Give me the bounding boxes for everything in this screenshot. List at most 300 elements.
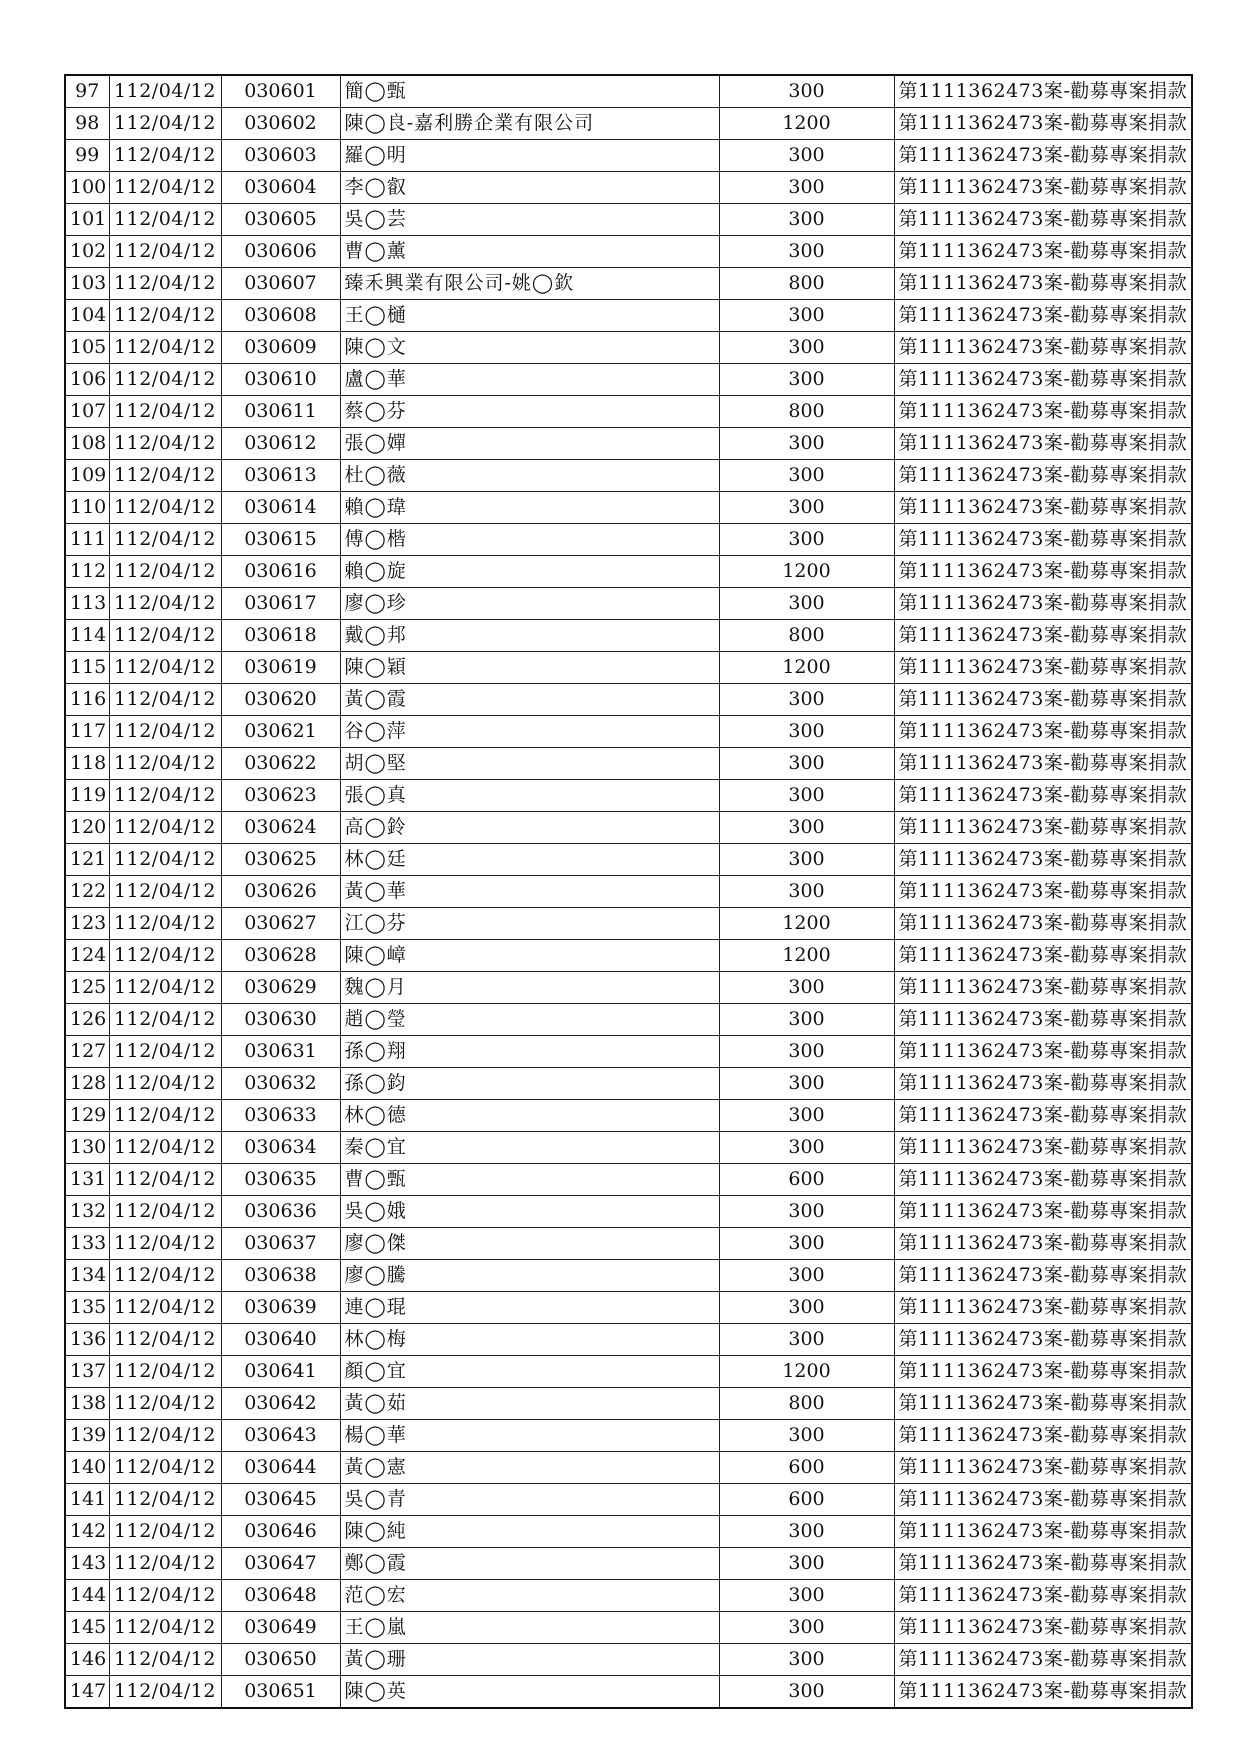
- receipt-number: 030643: [221, 1420, 340, 1452]
- donor-name: 蔡◯芬: [340, 396, 719, 428]
- donation-date: 112/04/12: [109, 524, 221, 556]
- donor-name: 簡◯甄: [340, 75, 719, 108]
- table-row: [65, 556, 1192, 588]
- donation-amount: 300: [719, 1292, 894, 1324]
- donor-name: 趙◯瑩: [340, 1004, 719, 1036]
- receipt-number: 030649: [221, 1612, 340, 1644]
- donation-date: 112/04/12: [109, 140, 221, 172]
- receipt-number: 030610: [221, 364, 340, 396]
- receipt-number: 030604: [221, 172, 340, 204]
- receipt-number: 030632: [221, 1068, 340, 1100]
- donation-note: 第1111362473案-勸募專案捐款: [894, 524, 1192, 556]
- donor-name: 羅◯明: [340, 140, 719, 172]
- table-row: [65, 1356, 1192, 1388]
- receipt-number: 030628: [221, 940, 340, 972]
- table-row: [65, 620, 1192, 652]
- receipt-number: 030624: [221, 812, 340, 844]
- table-row: [65, 1132, 1192, 1164]
- donation-note: 第1111362473案-勸募專案捐款: [894, 1324, 1192, 1356]
- table-row: [65, 684, 1192, 716]
- donor-name: 范◯宏: [340, 1580, 719, 1612]
- receipt-number: 030646: [221, 1516, 340, 1548]
- donation-date: 112/04/12: [109, 460, 221, 492]
- donation-amount: 1200: [719, 108, 894, 140]
- row-number: 126: [65, 1004, 109, 1036]
- donation-date: 112/04/12: [109, 972, 221, 1004]
- receipt-number: 030617: [221, 588, 340, 620]
- donation-note: 第1111362473案-勸募專案捐款: [894, 1356, 1192, 1388]
- donation-amount: 800: [719, 396, 894, 428]
- donation-amount: 300: [719, 1036, 894, 1068]
- donation-note: 第1111362473案-勸募專案捐款: [894, 908, 1192, 940]
- donation-date: 112/04/12: [109, 1132, 221, 1164]
- donor-name: 李◯叡: [340, 172, 719, 204]
- donation-amount: 300: [719, 1132, 894, 1164]
- donation-amount: 300: [719, 172, 894, 204]
- donation-amount: 1200: [719, 1356, 894, 1388]
- donation-date: 112/04/12: [109, 396, 221, 428]
- receipt-number: 030605: [221, 204, 340, 236]
- receipt-number: 030627: [221, 908, 340, 940]
- donor-name: 谷◯萍: [340, 716, 719, 748]
- table-row: [65, 652, 1192, 684]
- donor-name: 張◯真: [340, 780, 719, 812]
- receipt-number: 030637: [221, 1228, 340, 1260]
- row-number: 101: [65, 204, 109, 236]
- donor-name: 賴◯旋: [340, 556, 719, 588]
- donation-date: 112/04/12: [109, 75, 221, 108]
- donor-name: 楊◯華: [340, 1420, 719, 1452]
- row-number: 128: [65, 1068, 109, 1100]
- donation-date: 112/04/12: [109, 492, 221, 524]
- receipt-number: 030606: [221, 236, 340, 268]
- donation-date: 112/04/12: [109, 1580, 221, 1612]
- table-row: [65, 1580, 1192, 1612]
- donation-date: 112/04/12: [109, 1420, 221, 1452]
- donation-note: 第1111362473案-勸募專案捐款: [894, 588, 1192, 620]
- donation-date: 112/04/12: [109, 1228, 221, 1260]
- receipt-number: 030619: [221, 652, 340, 684]
- donation-amount: 300: [719, 1644, 894, 1676]
- receipt-number: 030607: [221, 268, 340, 300]
- table-row: [65, 236, 1192, 268]
- donation-date: 112/04/12: [109, 428, 221, 460]
- table-row: [65, 1196, 1192, 1228]
- donation-date: 112/04/12: [109, 1356, 221, 1388]
- donation-note: 第1111362473案-勸募專案捐款: [894, 812, 1192, 844]
- donor-name: 吳◯芸: [340, 204, 719, 236]
- receipt-number: 030645: [221, 1484, 340, 1516]
- row-number: 109: [65, 460, 109, 492]
- row-number: 122: [65, 876, 109, 908]
- row-number: 141: [65, 1484, 109, 1516]
- receipt-number: 030601: [221, 75, 340, 108]
- donor-name: 曹◯甄: [340, 1164, 719, 1196]
- donation-date: 112/04/12: [109, 1484, 221, 1516]
- donation-amount: 300: [719, 1676, 894, 1709]
- donor-name: 連◯琨: [340, 1292, 719, 1324]
- donation-date: 112/04/12: [109, 1292, 221, 1324]
- table-row: [65, 108, 1192, 140]
- donor-name: 陳◯文: [340, 332, 719, 364]
- donation-note: 第1111362473案-勸募專案捐款: [894, 1036, 1192, 1068]
- donation-date: 112/04/12: [109, 364, 221, 396]
- donor-name: 張◯嬋: [340, 428, 719, 460]
- donation-date: 112/04/12: [109, 940, 221, 972]
- row-number: 105: [65, 332, 109, 364]
- donation-note: 第1111362473案-勸募專案捐款: [894, 1004, 1192, 1036]
- table-row: [65, 1516, 1192, 1548]
- table-row: [65, 1036, 1192, 1068]
- table-row: [65, 75, 1192, 108]
- row-number: 104: [65, 300, 109, 332]
- receipt-number: 030602: [221, 108, 340, 140]
- donation-note: 第1111362473案-勸募專案捐款: [894, 236, 1192, 268]
- donation-note: 第1111362473案-勸募專案捐款: [894, 1228, 1192, 1260]
- table-row: [65, 1228, 1192, 1260]
- table-row: [65, 1292, 1192, 1324]
- donation-note: 第1111362473案-勸募專案捐款: [894, 1196, 1192, 1228]
- donation-date: 112/04/12: [109, 1036, 221, 1068]
- donor-name: 黃◯華: [340, 876, 719, 908]
- donation-note: 第1111362473案-勸募專案捐款: [894, 1612, 1192, 1644]
- table-row: [65, 364, 1192, 396]
- receipt-number: 030608: [221, 300, 340, 332]
- table-row: [65, 1068, 1192, 1100]
- receipt-number: 030625: [221, 844, 340, 876]
- donor-name: 胡◯堅: [340, 748, 719, 780]
- donation-note: 第1111362473案-勸募專案捐款: [894, 1676, 1192, 1709]
- row-number: 139: [65, 1420, 109, 1452]
- donation-date: 112/04/12: [109, 204, 221, 236]
- donation-amount: 800: [719, 1388, 894, 1420]
- donor-name: 王◯樋: [340, 300, 719, 332]
- donation-note: 第1111362473案-勸募專案捐款: [894, 300, 1192, 332]
- receipt-number: 030644: [221, 1452, 340, 1484]
- row-number: 107: [65, 396, 109, 428]
- table-row: [65, 332, 1192, 364]
- donor-name: 高◯鈴: [340, 812, 719, 844]
- donor-name: 臻禾興業有限公司-姚◯欽: [340, 268, 719, 300]
- donation-note: 第1111362473案-勸募專案捐款: [894, 460, 1192, 492]
- donation-amount: 300: [719, 75, 894, 108]
- donor-name: 陳◯良-嘉利勝企業有限公司: [340, 108, 719, 140]
- table-row: [65, 492, 1192, 524]
- donor-name: 戴◯邦: [340, 620, 719, 652]
- donation-amount: 1200: [719, 652, 894, 684]
- donation-note: 第1111362473案-勸募專案捐款: [894, 780, 1192, 812]
- table-row: [65, 908, 1192, 940]
- donor-name: 孫◯翔: [340, 1036, 719, 1068]
- donation-date: 112/04/12: [109, 268, 221, 300]
- donation-note: 第1111362473案-勸募專案捐款: [894, 1164, 1192, 1196]
- donation-amount: 300: [719, 140, 894, 172]
- donor-name: 黃◯茹: [340, 1388, 719, 1420]
- donation-amount: 300: [719, 1196, 894, 1228]
- row-number: 140: [65, 1452, 109, 1484]
- row-number: 136: [65, 1324, 109, 1356]
- donor-name: 江◯芬: [340, 908, 719, 940]
- receipt-number: 030616: [221, 556, 340, 588]
- table-row: [65, 1644, 1192, 1676]
- row-number: 125: [65, 972, 109, 1004]
- donation-ledger-table: [64, 74, 1193, 1709]
- ledger-body: [65, 75, 1192, 1708]
- row-number: 124: [65, 940, 109, 972]
- donation-amount: 800: [719, 620, 894, 652]
- donation-amount: 300: [719, 1228, 894, 1260]
- donation-date: 112/04/12: [109, 1324, 221, 1356]
- table-row: [65, 204, 1192, 236]
- receipt-number: 030603: [221, 140, 340, 172]
- donor-name: 廖◯珍: [340, 588, 719, 620]
- donation-note: 第1111362473案-勸募專案捐款: [894, 1420, 1192, 1452]
- receipt-number: 030611: [221, 396, 340, 428]
- row-number: 97: [65, 75, 109, 108]
- donation-amount: 300: [719, 1004, 894, 1036]
- donation-note: 第1111362473案-勸募專案捐款: [894, 556, 1192, 588]
- donation-amount: 300: [719, 684, 894, 716]
- donation-note: 第1111362473案-勸募專案捐款: [894, 652, 1192, 684]
- donation-amount: 300: [719, 1100, 894, 1132]
- donation-amount: 300: [719, 300, 894, 332]
- donation-amount: 300: [719, 716, 894, 748]
- row-number: 106: [65, 364, 109, 396]
- donation-amount: 1200: [719, 940, 894, 972]
- receipt-number: 030630: [221, 1004, 340, 1036]
- table-row: [65, 172, 1192, 204]
- row-number: 144: [65, 1580, 109, 1612]
- donation-note: 第1111362473案-勸募專案捐款: [894, 140, 1192, 172]
- table-row: [65, 524, 1192, 556]
- row-number: 114: [65, 620, 109, 652]
- donation-date: 112/04/12: [109, 1516, 221, 1548]
- row-number: 132: [65, 1196, 109, 1228]
- receipt-number: 030650: [221, 1644, 340, 1676]
- donation-amount: 300: [719, 1612, 894, 1644]
- row-number: 100: [65, 172, 109, 204]
- table-row: [65, 1260, 1192, 1292]
- row-number: 129: [65, 1100, 109, 1132]
- donation-note: 第1111362473案-勸募專案捐款: [894, 940, 1192, 972]
- donation-note: 第1111362473案-勸募專案捐款: [894, 716, 1192, 748]
- row-number: 117: [65, 716, 109, 748]
- donation-note: 第1111362473案-勸募專案捐款: [894, 1644, 1192, 1676]
- donation-note: 第1111362473案-勸募專案捐款: [894, 1388, 1192, 1420]
- donation-date: 112/04/12: [109, 780, 221, 812]
- table-row: [65, 812, 1192, 844]
- table-row: [65, 588, 1192, 620]
- donation-date: 112/04/12: [109, 588, 221, 620]
- donation-note: 第1111362473案-勸募專案捐款: [894, 748, 1192, 780]
- donation-note: 第1111362473案-勸募專案捐款: [894, 268, 1192, 300]
- table-row: [65, 780, 1192, 812]
- donation-note: 第1111362473案-勸募專案捐款: [894, 1068, 1192, 1100]
- donation-amount: 300: [719, 1580, 894, 1612]
- table-row: [65, 428, 1192, 460]
- donation-amount: 300: [719, 524, 894, 556]
- donor-name: 吳◯青: [340, 1484, 719, 1516]
- donation-note: 第1111362473案-勸募專案捐款: [894, 332, 1192, 364]
- table-row: [65, 300, 1192, 332]
- row-number: 134: [65, 1260, 109, 1292]
- receipt-number: 030629: [221, 972, 340, 1004]
- donation-note: 第1111362473案-勸募專案捐款: [894, 844, 1192, 876]
- table-row: [65, 1452, 1192, 1484]
- donor-name: 吳◯娥: [340, 1196, 719, 1228]
- donation-date: 112/04/12: [109, 1388, 221, 1420]
- table-row: [65, 748, 1192, 780]
- donor-name: 黃◯霞: [340, 684, 719, 716]
- row-number: 115: [65, 652, 109, 684]
- receipt-number: 030635: [221, 1164, 340, 1196]
- receipt-number: 030640: [221, 1324, 340, 1356]
- receipt-number: 030638: [221, 1260, 340, 1292]
- donation-amount: 300: [719, 1548, 894, 1580]
- donation-date: 112/04/12: [109, 844, 221, 876]
- donation-date: 112/04/12: [109, 748, 221, 780]
- row-number: 127: [65, 1036, 109, 1068]
- donation-date: 112/04/12: [109, 1452, 221, 1484]
- receipt-number: 030634: [221, 1132, 340, 1164]
- row-number: 119: [65, 780, 109, 812]
- donation-note: 第1111362473案-勸募專案捐款: [894, 684, 1192, 716]
- donor-name: 林◯梅: [340, 1324, 719, 1356]
- donation-note: 第1111362473案-勸募專案捐款: [894, 876, 1192, 908]
- row-number: 108: [65, 428, 109, 460]
- donation-amount: 300: [719, 428, 894, 460]
- row-number: 110: [65, 492, 109, 524]
- donor-name: 賴◯瑋: [340, 492, 719, 524]
- donation-note: 第1111362473案-勸募專案捐款: [894, 1516, 1192, 1548]
- receipt-number: 030648: [221, 1580, 340, 1612]
- donation-date: 112/04/12: [109, 1164, 221, 1196]
- donor-name: 王◯嵐: [340, 1612, 719, 1644]
- table-row: [65, 844, 1192, 876]
- donor-name: 杜◯薇: [340, 460, 719, 492]
- donation-amount: 300: [719, 812, 894, 844]
- donation-amount: 300: [719, 1324, 894, 1356]
- donation-amount: 1200: [719, 556, 894, 588]
- receipt-number: 030631: [221, 1036, 340, 1068]
- donation-amount: 300: [719, 1260, 894, 1292]
- donation-note: 第1111362473案-勸募專案捐款: [894, 364, 1192, 396]
- table-row: [65, 940, 1192, 972]
- table-row: [65, 1324, 1192, 1356]
- row-number: 120: [65, 812, 109, 844]
- donation-date: 112/04/12: [109, 812, 221, 844]
- donation-amount: 300: [719, 364, 894, 396]
- table-row: [65, 1484, 1192, 1516]
- donation-date: 112/04/12: [109, 332, 221, 364]
- donation-note: 第1111362473案-勸募專案捐款: [894, 1580, 1192, 1612]
- donation-amount: 800: [719, 268, 894, 300]
- donor-name: 廖◯傑: [340, 1228, 719, 1260]
- donation-note: 第1111362473案-勸募專案捐款: [894, 1484, 1192, 1516]
- row-number: 99: [65, 140, 109, 172]
- donation-note: 第1111362473案-勸募專案捐款: [894, 1548, 1192, 1580]
- table-row: [65, 1548, 1192, 1580]
- donation-amount: 300: [719, 1068, 894, 1100]
- donation-note: 第1111362473案-勸募專案捐款: [894, 204, 1192, 236]
- row-number: 98: [65, 108, 109, 140]
- donation-amount: 300: [719, 780, 894, 812]
- donation-amount: 300: [719, 492, 894, 524]
- donor-name: 陳◯穎: [340, 652, 719, 684]
- donor-name: 秦◯宜: [340, 1132, 719, 1164]
- donation-note: 第1111362473案-勸募專案捐款: [894, 428, 1192, 460]
- donor-name: 陳◯嶂: [340, 940, 719, 972]
- donation-amount: 300: [719, 972, 894, 1004]
- receipt-number: 030633: [221, 1100, 340, 1132]
- table-row: [65, 1388, 1192, 1420]
- donation-amount: 600: [719, 1484, 894, 1516]
- table-row: [65, 140, 1192, 172]
- donation-note: 第1111362473案-勸募專案捐款: [894, 75, 1192, 108]
- donation-date: 112/04/12: [109, 1100, 221, 1132]
- donation-note: 第1111362473案-勸募專案捐款: [894, 1452, 1192, 1484]
- donor-name: 黃◯珊: [340, 1644, 719, 1676]
- donation-date: 112/04/12: [109, 108, 221, 140]
- donation-date: 112/04/12: [109, 1196, 221, 1228]
- receipt-number: 030636: [221, 1196, 340, 1228]
- donation-date: 112/04/12: [109, 1644, 221, 1676]
- donor-name: 林◯廷: [340, 844, 719, 876]
- row-number: 133: [65, 1228, 109, 1260]
- row-number: 103: [65, 268, 109, 300]
- donation-amount: 300: [719, 236, 894, 268]
- donation-note: 第1111362473案-勸募專案捐款: [894, 172, 1192, 204]
- donation-date: 112/04/12: [109, 876, 221, 908]
- donation-date: 112/04/12: [109, 620, 221, 652]
- table-row: [65, 1676, 1192, 1709]
- donor-name: 顏◯宜: [340, 1356, 719, 1388]
- donation-amount: 300: [719, 748, 894, 780]
- donor-name: 盧◯華: [340, 364, 719, 396]
- donation-amount: 1200: [719, 908, 894, 940]
- donor-name: 傅◯楷: [340, 524, 719, 556]
- receipt-number: 030609: [221, 332, 340, 364]
- row-number: 118: [65, 748, 109, 780]
- receipt-number: 030626: [221, 876, 340, 908]
- donation-amount: 600: [719, 1164, 894, 1196]
- donation-date: 112/04/12: [109, 1004, 221, 1036]
- donation-date: 112/04/12: [109, 1612, 221, 1644]
- donation-date: 112/04/12: [109, 908, 221, 940]
- donor-name: 黃◯憲: [340, 1452, 719, 1484]
- receipt-number: 030618: [221, 620, 340, 652]
- donation-amount: 300: [719, 1420, 894, 1452]
- receipt-number: 030615: [221, 524, 340, 556]
- donor-name: 魏◯月: [340, 972, 719, 1004]
- donation-date: 112/04/12: [109, 1068, 221, 1100]
- receipt-number: 030651: [221, 1676, 340, 1709]
- receipt-number: 030612: [221, 428, 340, 460]
- row-number: 147: [65, 1676, 109, 1709]
- donation-note: 第1111362473案-勸募專案捐款: [894, 620, 1192, 652]
- table-row: [65, 460, 1192, 492]
- donation-amount: 300: [719, 1516, 894, 1548]
- row-number: 116: [65, 684, 109, 716]
- row-number: 112: [65, 556, 109, 588]
- donor-name: 曹◯薰: [340, 236, 719, 268]
- donation-date: 112/04/12: [109, 556, 221, 588]
- table-row: [65, 1164, 1192, 1196]
- row-number: 102: [65, 236, 109, 268]
- receipt-number: 030642: [221, 1388, 340, 1420]
- row-number: 130: [65, 1132, 109, 1164]
- table-row: [65, 972, 1192, 1004]
